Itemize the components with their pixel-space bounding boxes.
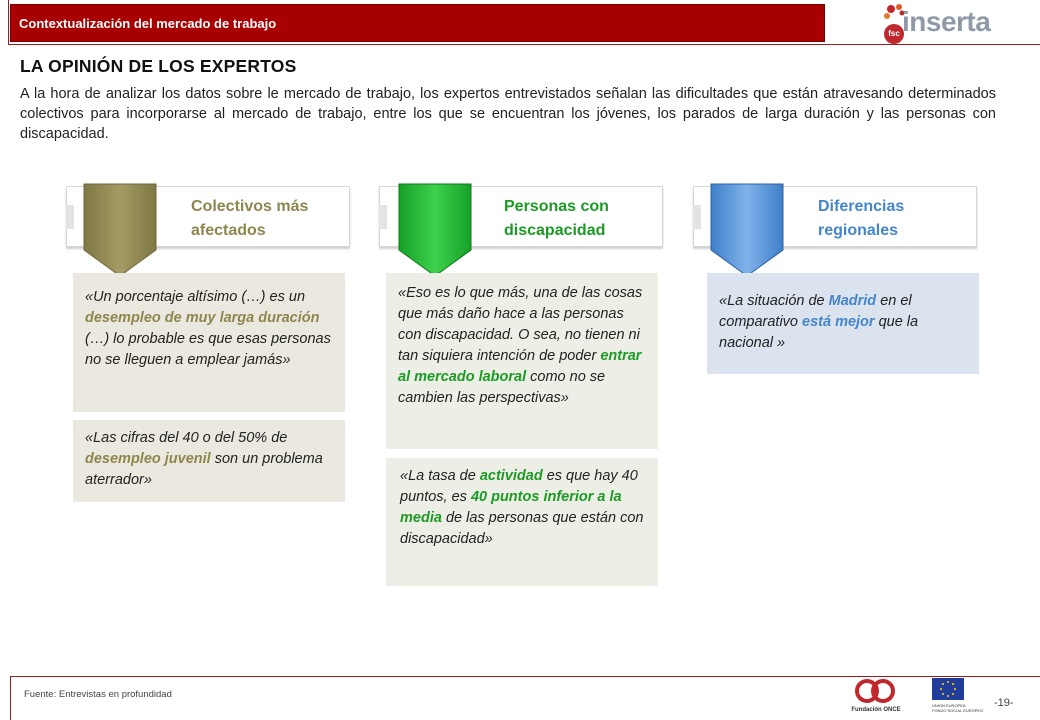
quote-text: son un problema aterrador» [85,451,323,488]
header-rule [8,44,1040,45]
quote-highlight: está mejor [802,314,875,330]
column-heading-label [191,195,341,243]
heading-line-1: Personas con [504,198,609,215]
quote-text: de las personas que están con discapacidad» [400,510,644,547]
eu-flag-icon [924,676,990,718]
quote-card [386,273,658,449]
quote-highlight: Madrid [828,293,877,309]
fundacion-once-logo [843,676,909,718]
column-heading-label [818,195,968,243]
section-title: Contextualización del mercado de trabajo [19,16,277,31]
quote-highlight: desempleo juvenil [85,451,211,467]
quote-text: que la nacional » [719,314,919,351]
quote-text: «Un porcentaje altísimo (…) es un [85,289,306,305]
heading-side-tab [379,205,387,229]
quote-text: (…) lo probable es que esas personas no se lleguen a emplear jamás» [85,331,331,368]
olive-shield-icon [82,180,158,278]
heading-side-tab [66,205,74,229]
heading-line-2: afectados [191,222,266,239]
quote-highlight: entrar al mercado laboral [398,348,642,385]
quote-text: «Eso es lo que más, una de las cosas que más daño hace a las personas con discapacidad. O sea, no tienen ni tan siquiera intención de poder [398,285,643,364]
quote-text: es que hay 40 puntos, es [400,468,638,505]
footer-left-rule [10,676,11,720]
once-rings-icon [843,676,909,718]
union-europea-logo [924,676,990,718]
green-shield-icon [397,180,473,278]
heading-line-1: Colectivos más [191,198,309,215]
blue-shield-icon [709,180,785,278]
section-header-bar [10,4,825,42]
heading-line-2: regionales [818,222,899,239]
quote-card [707,273,979,374]
quote-card [73,273,345,412]
quote-text: en el comparativo [719,293,912,330]
once-logo-text: Fundación ONCE [851,707,901,713]
inserta-logo [882,2,992,44]
header-left-rule [8,0,9,45]
page-title: LA OPINIÓN DE LOS EXPERTOS [20,56,297,76]
ue-logo-line-2: FONDO SOCIAL EUROPEO [932,708,984,713]
heading-line-2: discapacidad [504,222,606,239]
quote-highlight: actividad [479,468,543,484]
source-note: Fuente: Entrevistas en profundidad [24,689,172,700]
column-heading-label [504,195,654,243]
quote-highlight: 40 puntos inferior a la media [400,489,622,526]
ue-logo-line-1: UNIÓN EUROPEA [932,703,966,708]
quote-text: «La situación de [719,293,829,309]
logo-wordmark: inserta [902,6,991,37]
quote-text: «La tasa de [400,468,480,484]
intro-paragraph: A la hora de analizar los datos sobre le mercado de trabajo, los expertos entrevistados señalan las dificultades que están atravesando determinados colectivos para incorporarse al mercado de trabajo, entre los que se encuentran los jóvenes, los parados de larga duración y las personas con discapacidad. [20,86,996,142]
page-number: -19- [994,697,1014,709]
quote-text: como no se cambien las perspectivas» [398,369,606,406]
quote-highlight: desempleo de muy larga duración [85,310,320,326]
heading-line-1: Diferencias [818,198,905,215]
quote-card [386,458,658,586]
logo-badge: fsc [884,24,904,44]
quote-text: «Las cifras del 40 o del 50% de [85,430,288,446]
heading-side-tab [693,205,701,229]
quote-card [73,420,345,502]
